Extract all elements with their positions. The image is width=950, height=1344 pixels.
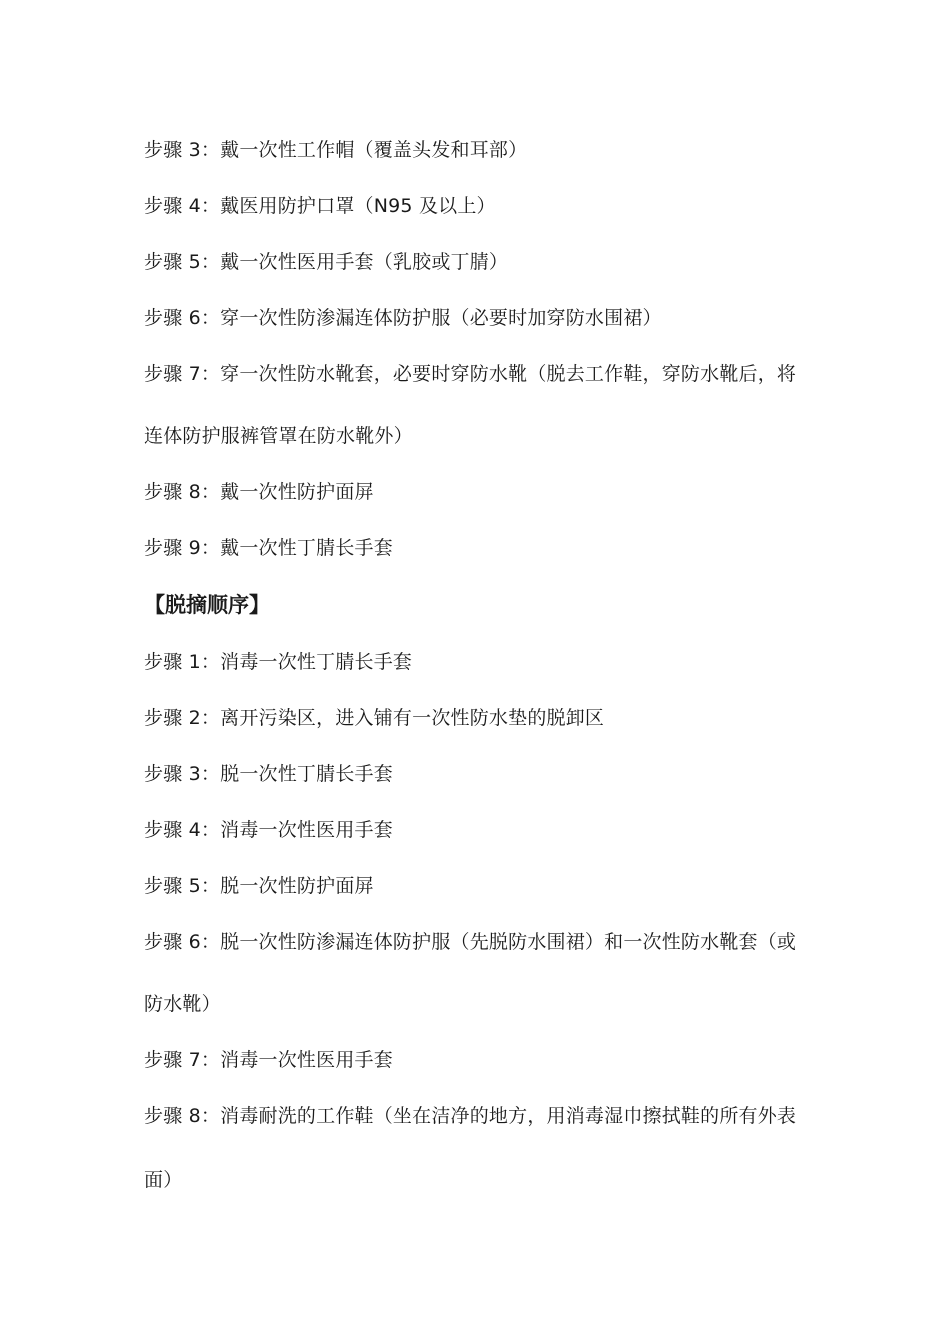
- doffing-step-7: 步骤 7：消毒一次性医用手套: [144, 1049, 393, 1071]
- donning-step-7-continuation: 连体防护服裤管罩在防水靴外）: [144, 425, 413, 447]
- doffing-step-2: 步骤 2：离开污染区，进入铺有一次性防水垫的脱卸区: [144, 707, 605, 729]
- doffing-step-1: 步骤 1：消毒一次性丁腈长手套: [144, 651, 413, 673]
- donning-step-5: 步骤 5：戴一次性医用手套（乳胶或丁腈）: [144, 251, 509, 273]
- donning-step-6: 步骤 6：穿一次性防渗漏连体防护服（必要时加穿防水围裙）: [144, 307, 662, 329]
- doffing-step-5: 步骤 5：脱一次性防护面屏: [144, 875, 374, 897]
- doffing-step-8: 步骤 8：消毒耐洗的工作鞋（坐在洁净的地方，用消毒湿巾擦拭鞋的所有外表: [144, 1105, 797, 1127]
- doffing-step-3: 步骤 3：脱一次性丁腈长手套: [144, 763, 393, 785]
- doffing-heading: 【脱摘顺序】: [144, 593, 270, 617]
- doffing-step-8-continuation: 面）: [144, 1169, 183, 1191]
- donning-step-7: 步骤 7：穿一次性防水靴套，必要时穿防水靴（脱去工作鞋，穿防水靴后，将: [144, 363, 797, 385]
- doffing-step-4: 步骤 4：消毒一次性医用手套: [144, 819, 393, 841]
- doffing-step-6-continuation: 防水靴）: [144, 993, 221, 1015]
- donning-step-3: 步骤 3：戴一次性工作帽（覆盖头发和耳部）: [144, 139, 528, 161]
- donning-step-4: 步骤 4：戴医用防护口罩（N95 及以上）: [144, 195, 496, 217]
- doffing-step-6: 步骤 6：脱一次性防渗漏连体防护服（先脱防水围裙）和一次性防水靴套（或: [144, 931, 797, 953]
- donning-step-9: 步骤 9：戴一次性丁腈长手套: [144, 537, 393, 559]
- donning-step-8: 步骤 8：戴一次性防护面屏: [144, 481, 374, 503]
